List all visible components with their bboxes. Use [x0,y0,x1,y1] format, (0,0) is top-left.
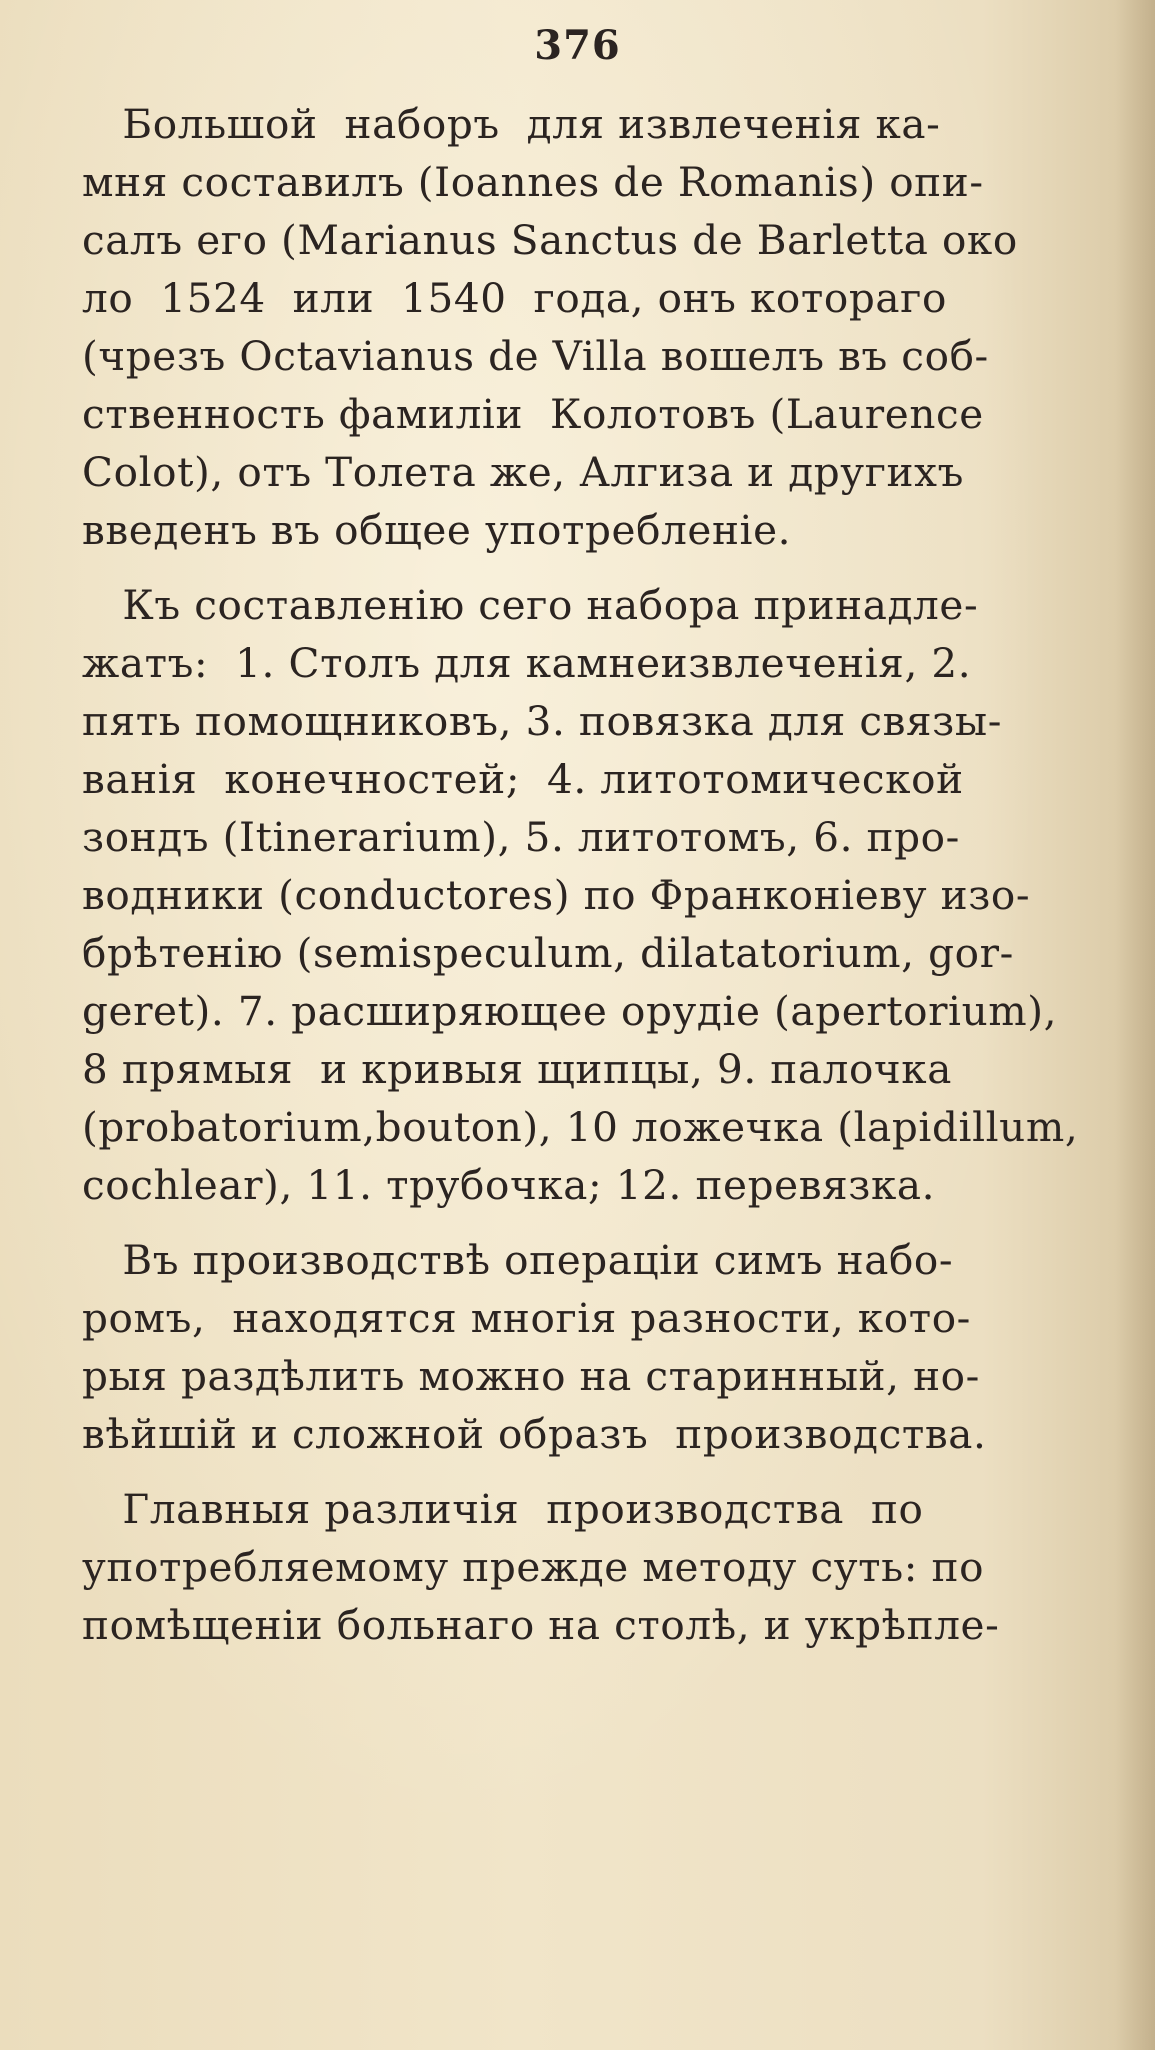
text-line: cochlear), 11. трубочка; 12. перевязка. [82,1161,936,1209]
text-line: Большой наборъ для извлеченія ка- [82,100,941,148]
text-line: жатъ: 1. Столъ для камнеизвлеченія, 2. [82,639,972,687]
text-line: салъ его (Marianus Sanctus de Barletta око [82,216,1018,264]
text-line: мня составилъ (Ioannes de Romanis) опи- [82,158,984,206]
text-line: geret). 7. расширяющее орудіе (apertorium), [82,987,1058,1035]
text-line: рыя раздѣлить можно на старинный, но- [82,1352,980,1400]
text-line: Colot), отъ Толета же, Алгиза и другихъ [82,448,964,496]
text-line: употребляемому прежде методу суть: по [82,1543,985,1591]
text-line: ственность фамиліи Колотовъ (Laurence [82,390,984,438]
text-line: брѣтенію (semispeculum, dilatatorium, gor- [82,929,1014,977]
text-line: пять помощниковъ, 3. повязка для связы- [82,697,1002,745]
text-line: зондъ (Itinerarium), 5. литотомъ, 6. про- [82,813,960,861]
text-line: помѣщеніи больнаго на столѣ, и укрѣпле- [82,1601,1000,1649]
page-number: 376 [534,22,621,69]
text-line: водники (conductores) по Франконіеву изо- [82,871,1031,919]
text-line: ло 1524 или 1540 года, онъ котораго [82,274,947,322]
text-line: Къ составленію сего набора принадле- [82,581,979,629]
text-line: вѣйшій и сложной образъ производства. [82,1410,987,1458]
text-line: 8 прямыя и кривыя щипцы, 9. палочка [82,1045,952,1093]
text-line: введенъ въ общее употребленіе. [82,506,792,554]
text-line: Въ производствѣ операціи симъ набо- [82,1236,954,1284]
text-line: (probatorium,bouton), 10 ложечка (lapidillum, [82,1103,1079,1151]
text-line: Главныя различія производства по [82,1485,924,1533]
text-line: (чрезъ Octavianus de Villa вошелъ въ соб- [82,332,989,380]
text-line: ванія конечностей; 4. литотомической [82,755,964,803]
text-line: ромъ, находятся многія разности, кото- [82,1294,971,1342]
